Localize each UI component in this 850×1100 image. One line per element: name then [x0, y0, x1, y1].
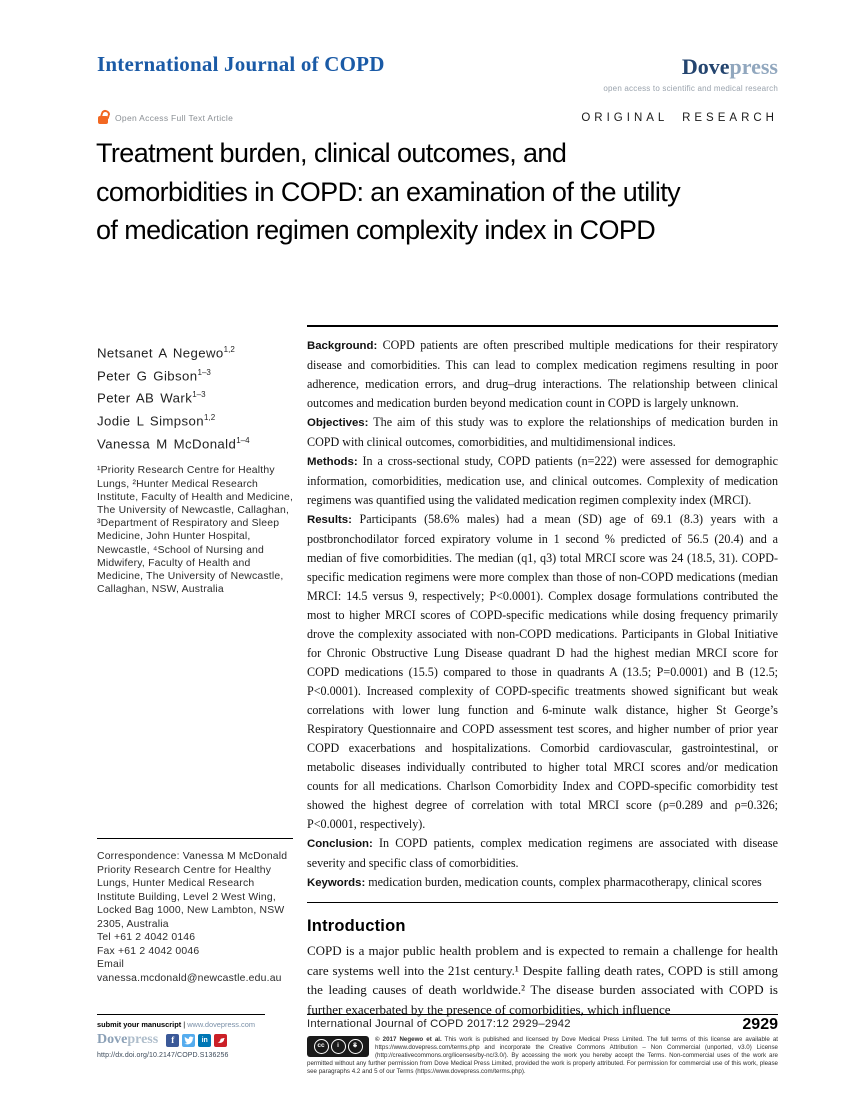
dovepress-social-icon[interactable]: [214, 1034, 227, 1047]
submit-separator: |: [181, 1020, 188, 1029]
footer-left: [97, 1014, 265, 1059]
article-title-line: Treatment burden, clinical outcomes, and: [96, 138, 567, 168]
journal-name: International Journal of COPD: [97, 52, 385, 76]
footer-dovepress-logo-press: press: [127, 1032, 159, 1047]
author-name-text: Vanessa M McDonald: [97, 436, 237, 452]
author-name: [97, 385, 295, 408]
introduction-paragraph: COPD is a major public health problem and is expected to remain a challenge for health care systems well into the 21st century.¹ Despite falling death rates, COPD is still among the leading causes of death worldwide.² The disease burden associated with COPD is further exacerbated by the presence of comorbidities, which influence: [307, 943, 778, 1017]
article-title-line: of medication regimen complexity index in COPD: [96, 215, 656, 245]
dovepress-url-link[interactable]: www.dovepress.com: [187, 1020, 255, 1029]
author-column: [97, 340, 295, 596]
linkedin-icon[interactable]: [198, 1034, 211, 1047]
author-name: [97, 363, 295, 386]
footer-right: [307, 1014, 778, 1076]
doi-link[interactable]: http://dx.doi.org/10.2147/COPD.S136256: [97, 1052, 229, 1059]
facebook-icon[interactable]: [166, 1034, 179, 1047]
article-title: [96, 134, 796, 250]
author-affiliation-superscript: 1,2: [204, 413, 216, 423]
social-icons-row: [166, 1034, 227, 1047]
author-name: [97, 431, 295, 454]
author-affiliation-superscript: 1–4: [236, 435, 250, 445]
abstract-top-rule: [307, 325, 778, 327]
author-name-text: Netsanet A Negewo: [97, 345, 224, 361]
dovepress-logo: [682, 54, 778, 80]
cc-icon: cc: [314, 1039, 329, 1054]
affiliations: ¹Priority Research Centre for Healthy Lungs, ²Hunter Medical Research Institute, Faculty of Health and Medicine, The University of Newcastle, Callaghan, ³Department of Respiratory and Sleep Medicine, John Hunter Hospital, Newcastle, ⁴School of Nursing and Midwifery, Faculty of Health and Medicine, The University of Newcastle, Callaghan, NSW, Australia: [97, 465, 294, 596]
correspondence-line: Correspondence: Vanessa M McDonald: [97, 851, 288, 862]
correspondence-tel: Tel +61 2 4042 0146: [97, 932, 196, 943]
license-block: [307, 1036, 778, 1076]
abstract-text: COPD patients are often prescribed multiple medications for their respiratory disease and comorbidities. This can lead to complex medication regimens resulting in poor adherence, medication errors, and drug–drug interactions. The relationship between clinical outcomes and medication burden beyond medication count in COPD is largely unknown.: [307, 338, 778, 410]
copyright-lead: © 2017 Negewo et al.: [375, 1036, 442, 1043]
author-name-text: Peter AB Wark: [97, 390, 193, 406]
footer-dovepress-logo-dove: Dove: [97, 1032, 128, 1047]
twitter-bird-glyph: [183, 1035, 194, 1046]
author-affiliation-superscript: 1,2: [223, 345, 235, 354]
abstract-label: Background:: [307, 340, 378, 352]
linkedin-glyph: in: [201, 1036, 208, 1044]
submit-manuscript-label: submit your manuscript: [97, 1020, 182, 1029]
twitter-icon[interactable]: [182, 1034, 195, 1047]
footer-logo-social-row: [97, 1032, 265, 1048]
abstract-conclusion: [307, 834, 778, 873]
abstract-objectives: [307, 413, 778, 452]
license-text: This work is published and licensed by Dove Medical Press Limited. The full terms of this license are available at https://www.dovepress.com/terms.php and incorporate the Creative Commons Attribution – Non Commercial (unported, v3.0) License (http://creativecommons.org/licenses/by-nc/3.0/). By accessing the work you hereby accept the Terms. Non-commercial uses of the work are permitted without any further permission from Dove Medical Press Limited, provided the work is properly attributed. For permission for commercial use of this work, please see paragraphs 4.2 and 5 of our Terms (https://www.dovepress.com/terms.php).: [307, 1036, 778, 1076]
abstract-column: [307, 325, 778, 1019]
footer-dovepress-logo: [97, 1032, 158, 1048]
author-name: [97, 340, 295, 363]
author-name-text: Peter G Gibson: [97, 368, 198, 384]
cc-nc-icon: $: [348, 1039, 363, 1054]
correspondence-fax: Fax +61 2 4042 0046: [97, 945, 200, 957]
open-access-label: Open Access Full Text Article: [115, 112, 234, 123]
abstract-text: The aim of this study was to explore the relationships of medication burden in COPD with clinical outcomes, comorbidities, and multidimensional indices.: [307, 415, 778, 449]
page-number: 2929: [742, 1016, 778, 1033]
abstract-text: In COPD patients, complex medication regimens are associated with disease severity and specific class of comorbidities.: [307, 836, 778, 870]
abstract-keywords: [307, 873, 778, 893]
abstract-label: Objectives:: [307, 417, 369, 429]
author-affiliation-superscript: 1–3: [197, 367, 211, 377]
abstract-label: Conclusion:: [307, 838, 373, 850]
correspondence-email[interactable]: Email vanessa.mcdonald@newcastle.edu.au: [97, 959, 282, 984]
author-name-text: Jodie L Simpson: [97, 413, 205, 429]
author-affiliation-superscript: 1–3: [192, 390, 206, 400]
submit-manuscript-line: [97, 1020, 265, 1029]
correspondence-block: [97, 838, 293, 985]
journal-citation: International Journal of COPD 2017:12 2929–2942: [307, 1018, 571, 1030]
facebook-glyph: f: [171, 1035, 175, 1045]
dovepress-logo-press: press: [729, 54, 778, 79]
abstract-methods: [307, 452, 778, 510]
journal-tagline: open access to scientific and medical research: [603, 84, 778, 93]
abstract-results: [307, 510, 778, 834]
cc-by-icon: i: [331, 1039, 346, 1054]
open-access-row: [97, 110, 233, 125]
abstract-label: Results:: [307, 514, 352, 526]
abstract-text: Participants (58.6% males) had a mean (SD) age of 69.1 (8.3) years with a postbronchodilator forced expiratory volume in 1 second % predicted of 56.5 (20.4) and a median of five comorbidities. The median (q1, q3) total MRCI score was 24 (18.5, 31). COPD-specific medication regimens were more complex than those of non-COPD medications (median MRCI: 14.5 versus 9, respectively; P<0.0001). Complex dosage formulations contributed the most to higher MRCI scores of COPD-specific medications while dosing frequency primarily drove the complexity associated with non-COPD medications. Participants in Global Initiative for Chronic Obstructive Lung Disease quadrant D had the highest median MRCI score for COPD medications (15.5) compared to those in quadrants A (13.5; P=0.0001) and B (12.5; P<0.0001). Increased complexity of COPD-specific treatments showed significant but weak correlations with lower lung function and 6-minute walk distance, higher St George’s Respiratory Questionnaire and COPD assessment test scores, and higher number of prior year COPD exacerbations and hospitalizations. Comorbid cardiovascular, gastrointestinal, or metabolic diseases individually contributed to higher total MRCI scores and/or medication counts for all medications. Charlson Comorbidity Index and COPD-specific comorbidity test showed the highest degree of correlation with total MRCI score (ρ=0.289 and ρ=0.326; P<0.0001, respectively).: [307, 512, 778, 831]
cc-license-badge: [307, 1036, 369, 1057]
article-type-label: ORIGINAL RESEARCH: [581, 112, 778, 124]
abstract-text: In a cross-sectional study, COPD patients (n=222) were assessed for demographic information, comorbidities, medication use, and clinical outcomes. Complexity of medication regimens was quantified using the validated medication regimen complexity index (MRCI).: [307, 454, 778, 507]
correspondence-address: Priority Research Centre for Healthy Lungs, Hunter Medical Research Institute Building, Level 2 West Wing, Locked Bag 1000, New Lambton, NSW 2305, Australia: [97, 864, 285, 930]
abstract-label: Methods:: [307, 456, 358, 468]
abstract-bottom-rule: [307, 902, 778, 903]
abstract-text: medication burden, medication counts, complex pharmacotherapy, clinical scores: [365, 875, 762, 889]
introduction-heading: Introduction: [307, 917, 406, 935]
author-name: [97, 408, 295, 431]
open-access-icon: [97, 110, 109, 125]
dovepress-logo-dove: Dove: [681, 54, 730, 79]
citation-row: [307, 1018, 778, 1032]
dove-glyph: [216, 1035, 226, 1045]
article-title-line: comorbidities in COPD: an examination of the utility: [96, 176, 681, 207]
abstract-label: Keywords:: [307, 877, 366, 889]
abstract-background: [307, 336, 778, 413]
